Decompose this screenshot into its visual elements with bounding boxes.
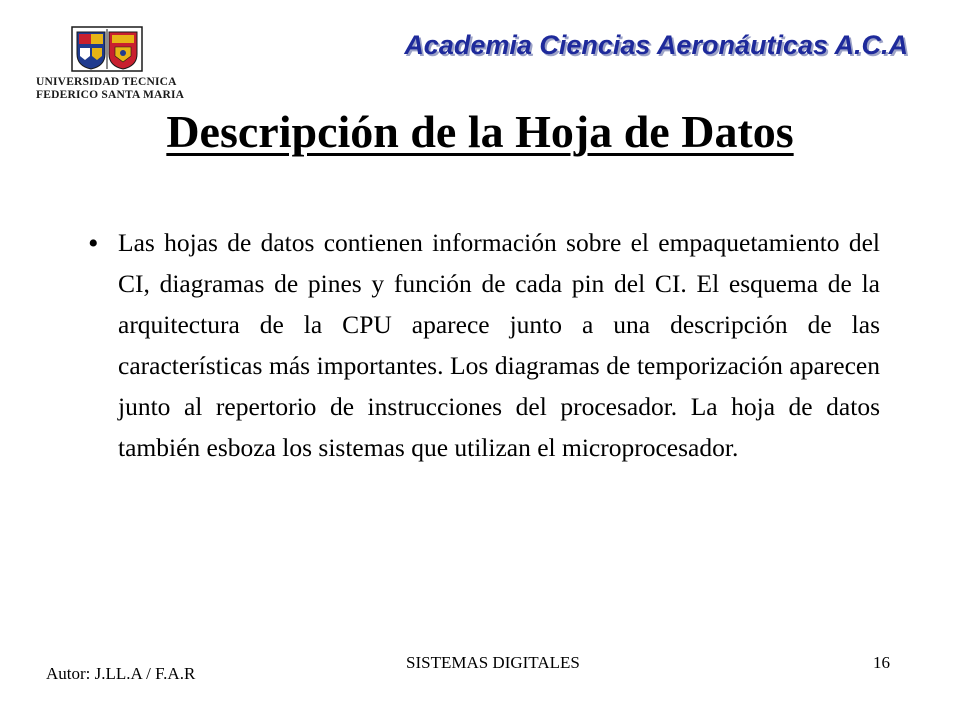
footer-course: SISTEMAS DIGITALES: [406, 653, 580, 672]
academy-title: Academia Ciencias Aeronáuticas A.C.A: [404, 30, 908, 60]
university-name: [36, 76, 186, 102]
university-name-line2: FEDERICO SANTA MARIA: [36, 89, 185, 101]
footer-page-number: 16: [873, 653, 890, 672]
university-name-line1: UNIVERSIDAD TECNICA: [36, 76, 177, 88]
footer-author: Autor: J.LL.A / F.A.R: [46, 664, 196, 683]
bullet-text: Las hojas de datos contienen información sobre el empaquetamiento del CI, diagramas de pines y función de cada pin del CI. El esquema de la arquitectura de la CPU aparece junto a una descripción de las características más importantes. Los diagramas de temporización aparecen junto al repertorio de instrucciones del procesador. La hoja de datos también esboza los sistemas que utilizan el microprocesador.: [118, 228, 880, 462]
bullet-item: [88, 222, 880, 468]
university-logo: [36, 26, 186, 102]
slide-title: Descripción de la Hoja de Datos: [166, 106, 794, 157]
university-crest-icon: [71, 26, 143, 72]
bullet-symbol: •: [88, 227, 99, 260]
